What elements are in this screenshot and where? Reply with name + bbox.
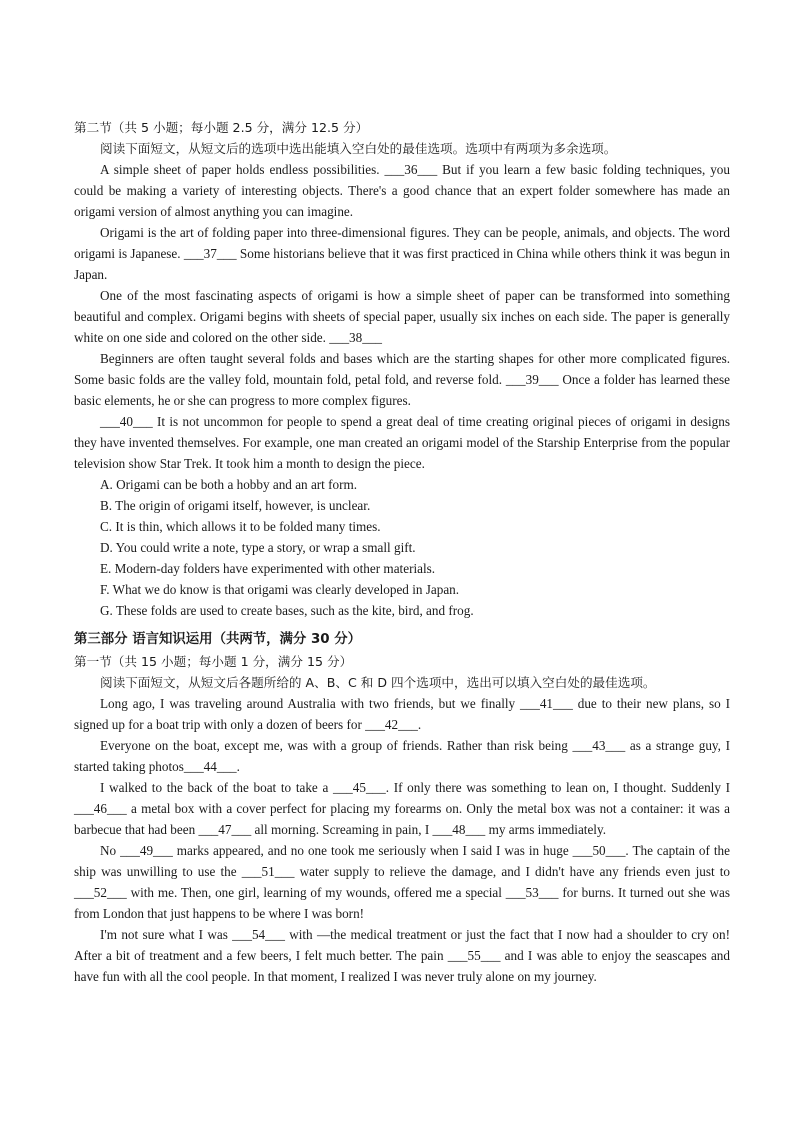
passage1-paragraph-2: Origami is the art of folding paper into three-dimensional figures. They can be people, animals, and objects. The word origami is Japanese. ___37___ Some historians believe that it was first practiced in China while others think it was begun in Japan. [74,225,730,282]
option-e: E. Modern-day folders have experimented with other materials. [100,561,436,576]
part3-title: 第三部分 语言知识运用（共两节，满分 30 分） [74,632,362,647]
option-d: D. You could write a note, type a story, or wrap a small gift. [100,540,416,555]
passage1-paragraph-3: One of the most fascinating aspects of origami is how a simple sheet of paper can be transformed into something beautiful and complex. Origami begins with sheets of special paper, usually six inches on each side. The paper is generally white on one side and colored on the other side. ___38___ [74,288,730,345]
section2-instruction: 阅读下面短文，从短文后的选项中选出能填入空白处的最佳选项。选项中有两项为多余选项。 [100,141,617,156]
option-f: F. What we do know is that origami was clearly developed in Japan. [100,582,460,597]
option-c: C. It is thin, which allows it to be folded many times. [100,519,381,534]
option-g: G. These folds are used to create bases, such as the kite, bird, and frog. [100,603,474,618]
passage2-paragraph-2: Everyone on the boat, except me, was with a group of friends. Rather than risk being ___43___ as a strange guy, I started taking photos___44___. [74,738,730,774]
passage2-paragraph-1: Long ago, I was traveling around Australia with two friends, but we finally ___41___ due to their new plans, so I signed up for a boat trip with only a dozen of beers for ___42___. [74,696,730,732]
option-b: B. The origin of origami itself, however, is unclear. [100,498,371,513]
passage2-paragraph-3: I walked to the back of the boat to take a ___45___. If only there was something to lean on, I thought. Suddenly I ___46___ a metal box with a cover perfect for placing my forearms on. Only the metal box was not a container: it was a barbecue that had been ___47___ all morning. Screaming in pain, I ___48___ my arms immediately. [74,780,730,837]
passage1-paragraph-1: A simple sheet of paper holds endless possibilities. ___36___ But if you learn a few basic folding techniques, you could be making a variety of interesting objects. There's a good chance that an expert folder somewhere has made an origami version of almost anything you can imagine. [74,162,730,219]
passage2-paragraph-4: No ___49___ marks appeared, and no one took me seriously when I said I was in huge ___50___. The captain of the ship was unwilling to use the ___51___ water supply to relieve the damage, and I didn't have any friends even just to ___52___ with me. Then, one girl, learning of my wounds, offered me a special ___53___ for burns. It turned out she was from London that just happens to be where I was born! [74,843,730,921]
passage1-paragraph-5: ___40___ It is not uncommon for people to spend a great deal of time creating original pieces of origami in designs they have invented themselves. For example, one man created an origami model of the Starship Enterprise from the popular television show Star Trek. It took him a month to design the piece. [74,414,730,471]
passage1-paragraph-4: Beginners are often taught several folds and bases which are the starting shapes for other more complicated figures. Some basic folds are the valley fold, mountain fold, petal fold, and reverse fold. ___39___ Once a folder has learned these basic elements, he or she can progress to more complex figures. [74,351,730,408]
option-a: A. Origami can be both a hobby and an art form. [100,477,358,492]
section2-title: 第二节（共 5 小题；每小题 2.5 分，满分 12.5 分） [74,120,369,135]
part3-section1-title: 第一节（共 15 小题；每小题 1 分，满分 15 分） [74,654,353,669]
part3-instruction: 阅读下面短文，从短文后各题所给的 A、B、C 和 D 四个选项中，选出可以填入空白处的最佳选项。 [100,675,656,690]
passage2-paragraph-5: I'm not sure what I was ___54___ with —the medical treatment or just the fact that I now had a shoulder to cry on! After a bit of treatment and a few beers, I felt much better. The pain ___55___ and I was able to enjoy the seascapes and have fun with all the cool people. In that moment, I realized I was never truly alone on my journey. [74,927,730,984]
